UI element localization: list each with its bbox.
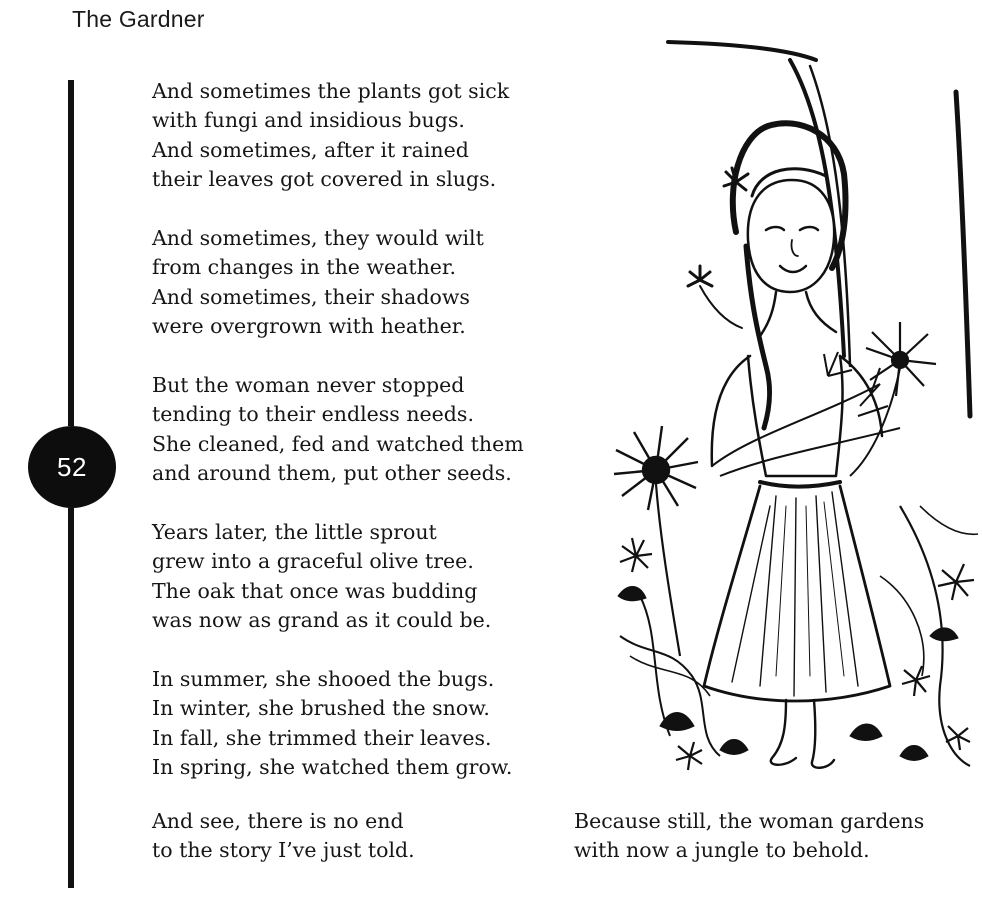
poem-line: The oak that once was budding	[152, 578, 478, 603]
poem-line: their leaves got covered in slugs.	[152, 167, 497, 192]
poem-body	[152, 77, 524, 812]
poem-line: from changes in the weather.	[152, 255, 456, 280]
poem-line: In spring, she watched them grow.	[152, 755, 513, 780]
star-flower	[620, 538, 974, 770]
poem-line: In summer, she shooed the bugs.	[152, 667, 495, 692]
sunflower	[614, 426, 698, 656]
girl-with-flowers-illustration	[600, 36, 982, 780]
poem-line: In fall, she trimmed their leaves.	[152, 725, 492, 750]
poem-line: to the story I’ve just told.	[152, 838, 415, 863]
poem-line: In winter, she brushed the snow.	[152, 696, 490, 721]
tree-trunk-right	[956, 92, 970, 416]
page-number: 52	[57, 451, 87, 482]
poem-line: and around them, put other seeds.	[152, 461, 512, 486]
poem-line: with now a jungle to behold.	[574, 838, 870, 863]
poem-line: She cleaned, fed and watched them	[152, 431, 524, 456]
closing-stanza-right	[574, 807, 924, 866]
tree-branch	[668, 42, 816, 60]
poem-line: grew into a graceful olive tree.	[152, 549, 474, 574]
stanza	[152, 77, 524, 195]
poem-line: were overgrown with heather.	[152, 314, 466, 339]
leg-left	[771, 700, 796, 765]
page-title: The Gardner	[72, 6, 205, 32]
poem-line: Years later, the little sprout	[152, 520, 437, 545]
margin-rule-bottom	[68, 508, 74, 888]
page-number-badge	[28, 426, 116, 508]
poem-line: Because still, the woman gardens	[574, 809, 925, 833]
leg-right	[812, 700, 834, 768]
face	[748, 180, 834, 292]
stanza	[152, 224, 524, 342]
stanza	[152, 371, 524, 489]
poem-line: tending to their endless needs.	[152, 402, 474, 427]
poem-line: was now as grand as it could be.	[152, 608, 492, 633]
poem-line: with fungi and insidious bugs.	[152, 108, 465, 133]
stanza	[152, 665, 524, 783]
closing-stanza-left	[152, 807, 415, 866]
poem-line: And sometimes, after it rained	[152, 137, 469, 162]
poem-line: And see, there is no end	[152, 809, 404, 833]
stanza	[152, 518, 524, 636]
skirt	[704, 486, 890, 701]
foliage	[618, 506, 978, 766]
poem-line: But the woman never stopped	[152, 373, 465, 398]
poem-line: And sometimes the plants got sick	[152, 79, 510, 103]
sunflower	[850, 322, 936, 476]
poem-line: And sometimes, their shadows	[152, 284, 470, 309]
flower-stems	[712, 352, 900, 476]
poem-line: And sometimes, they would wilt	[152, 226, 484, 251]
margin-rule-top	[68, 80, 74, 426]
waist	[760, 482, 840, 487]
